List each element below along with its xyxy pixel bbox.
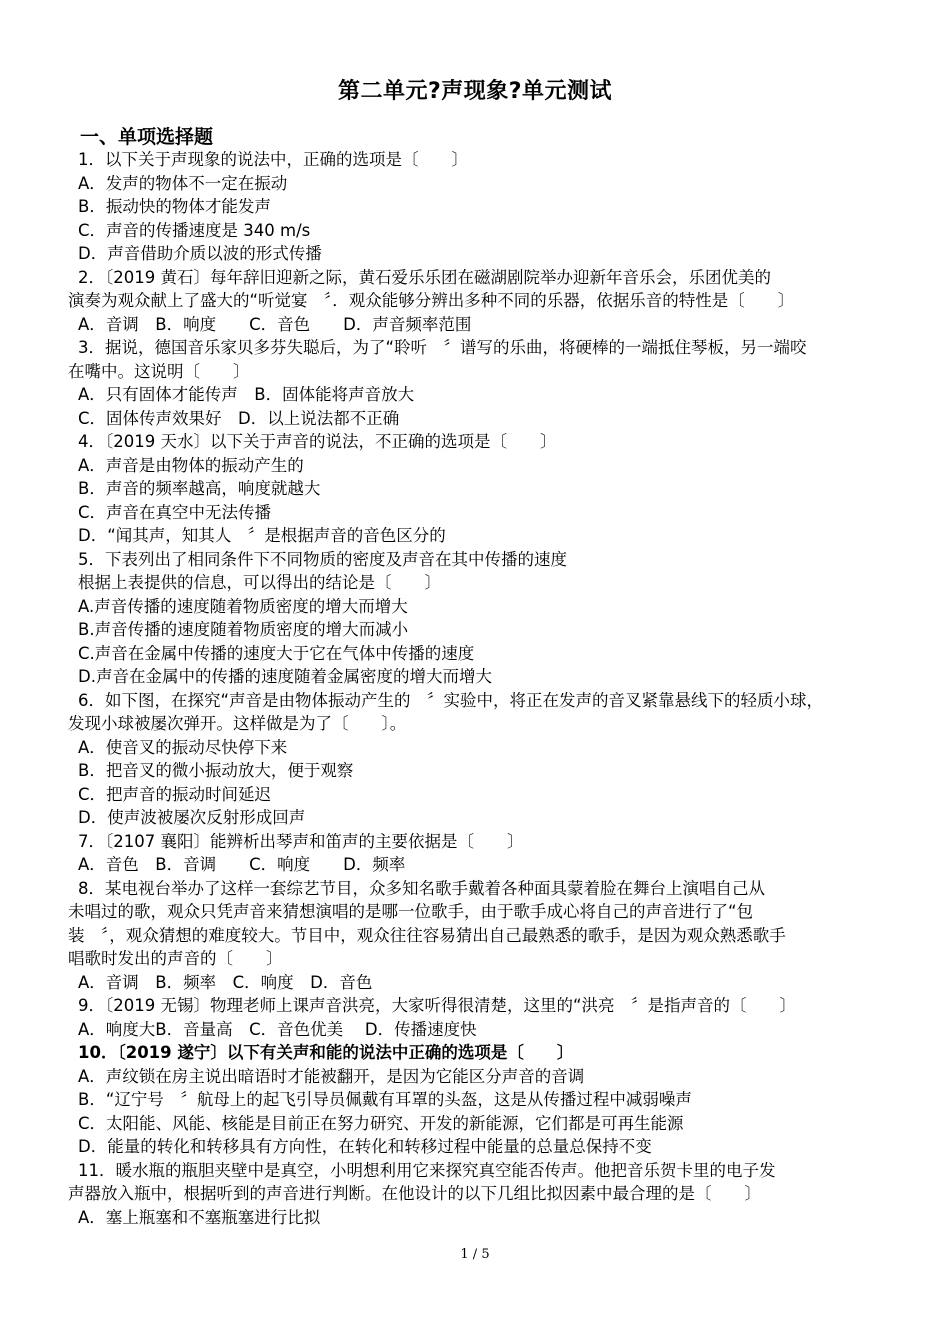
text-line: 未唱过的歌，观众只凭声音来猜想演唱的是哪一位歌手，由于歌手成心将自己的声音进行了“包 [68, 902, 754, 921]
text-line: C．固体传声效果好 D．以上说法都不正确 [78, 408, 400, 428]
text-line: 在嘴中。这说明〔 〕 [68, 361, 250, 381]
text-line: B．声音的频率越高，响度就越大 [78, 479, 321, 498]
text-line: 11．暖水瓶的瓶胆夹壁中是真空，小明想利用它来探究真空能否传声。他把音乐贺卡里的电子发 [78, 1160, 776, 1180]
text-line: C．声音在真空中无法传播 [78, 502, 272, 522]
page-title: 第二单元?声现象?单元测试 [337, 79, 613, 104]
text-line: 演奏为观众献上了盛大的“听觉宴 〞．观众能够分辨出多种不同的乐器，依据乐音的特性是〔 〕 [68, 291, 795, 310]
text-line: A．音调 B．频率 C．响度 D．音色 [78, 972, 373, 992]
text-line: 发现小球被屡次弹开。这样做是为了〔 〕。 [68, 714, 407, 733]
text-line: 9．〔2019 无锡〕物理老师上课声音洪亮，大家听得很清楚，这里的“洪亮 〞是指声音的〔 〕 [78, 996, 797, 1015]
text-line: 根据上表提供的信息，可以得出的结论是〔 〕 [78, 573, 441, 592]
text-line: A．只有固体才能传声 B．固体能将声音放大 [78, 385, 415, 404]
text-line: 10．〔2019 遂宁〕以下有关声和能的说法中正确的选项是〔 〕 [78, 1043, 574, 1062]
text-line: 装 〞，观众猜想的难度较大。节目中，观众往往容易猜出自己最熟悉的歌手，是因为观众熟悉歌手 [68, 925, 786, 945]
text-line: D.声音在金属中的传播的速度随着金属密度的增大而增大 [78, 667, 492, 686]
text-line: D．能量的转化和转移具有方向性，在转化和转移过程中能量的总量总保持不变 [78, 1137, 652, 1156]
text-line: B.声音传播的速度随着物质密度的增大而减小 [78, 620, 409, 639]
text-line: 7．〔2107 襄阳〕能辨析出琴声和笛声的主要依据是〔 〕 [78, 831, 524, 851]
text-line: 4．〔2019 天水〕以下关于声音的说法，不正确的选项是〔 〕 [78, 432, 557, 451]
text-line: A．塞上瓶塞和不塞瓶塞进行比拟 [78, 1207, 321, 1227]
page-number: 1 / 5 [460, 1247, 490, 1262]
text-line: A.声音传播的速度随着物质密度的增大而增大 [78, 596, 408, 616]
question-list [68, 148, 890, 1229]
text-line: 5．下表列出了相同条件下不同物质的密度及声音在其中传播的速度 [78, 549, 567, 569]
text-line: 声器放入瓶中，根据听到的声音进行判断。在他设计的以下几组比拟因素中最合理的是〔 〕 [68, 1184, 761, 1203]
text-line: A．响度大B．音量高 C．音色优美 D．传播速度快 [78, 1019, 477, 1039]
text-line: A．音调 B．响度 C．音色 D．声音频率范围 [78, 314, 472, 334]
text-line: D．使声波被屡次反射形成回声 [78, 808, 306, 827]
text-line: 唱歌时发出的声音的〔 〕 [68, 949, 283, 968]
text-line: A．使音叉的振动尽快停下来 [78, 737, 288, 757]
text-line: 2．〔2019 黄石〕每年辞旧迎新之际，黄石爱乐乐团在磁湖剧院举办迎新年音乐会，乐团优美的 [78, 267, 771, 287]
text-line: 6．如下图，在探究“声音是由物体振动产生的 〞实验中，将正在发声的音叉紧靠悬线下的轻质小球， [78, 690, 824, 710]
text-line: C．把声音的振动时间延迟 [78, 784, 272, 804]
text-line: A．声纹锁在房主说出暗语时才能被翻开，是因为它能区分声音的音调 [78, 1066, 585, 1086]
text-line: C．太阳能、风能、核能是目前正在努力研究、开发的新能源，它们都是可再生能源 [78, 1113, 684, 1133]
text-line: 1．以下关于声现象的说法中，正确的选项是〔 〕 [78, 150, 468, 169]
text-line: A．声音是由物体的振动产生的 [78, 455, 304, 475]
text-line: C.声音在金属中传播的速度大于它在气体中传播的速度 [78, 643, 475, 663]
text-line: D．“闻其声，知其人 〞是根据声音的音色区分的 [78, 526, 446, 545]
text-line: B．振动快的物体才能发声 [78, 197, 271, 216]
text-line: B．“辽宁号 〞航母上的起飞引导员佩戴有耳罩的头盔，这是从传播过程中减弱噪声 [78, 1090, 692, 1109]
text-line: C．声音的传播速度是 340 m/s [78, 220, 311, 240]
text-line: A．发声的物体不一定在振动 [78, 173, 288, 193]
text-line: B．把音叉的微小振动放大，便于观察 [78, 761, 354, 780]
text-line: A．音色 B．音调 C．响度 D．频率 [78, 855, 406, 874]
text-line: D．声音借助介质以波的形式传播 [78, 244, 322, 263]
section-heading: 一、单项选择题 [80, 126, 214, 148]
text-line: 8．某电视台举办了这样一套综艺节目，众多知名歌手戴着各种面具蒙着脸在舞台上演唱自己从 [78, 878, 765, 898]
text-line: 3．据说，德国音乐家贝多芬失聪后，为了“聆听 〞谱写的乐曲，将硬棒的一端抵住琴板，另一端咬 [78, 338, 807, 357]
